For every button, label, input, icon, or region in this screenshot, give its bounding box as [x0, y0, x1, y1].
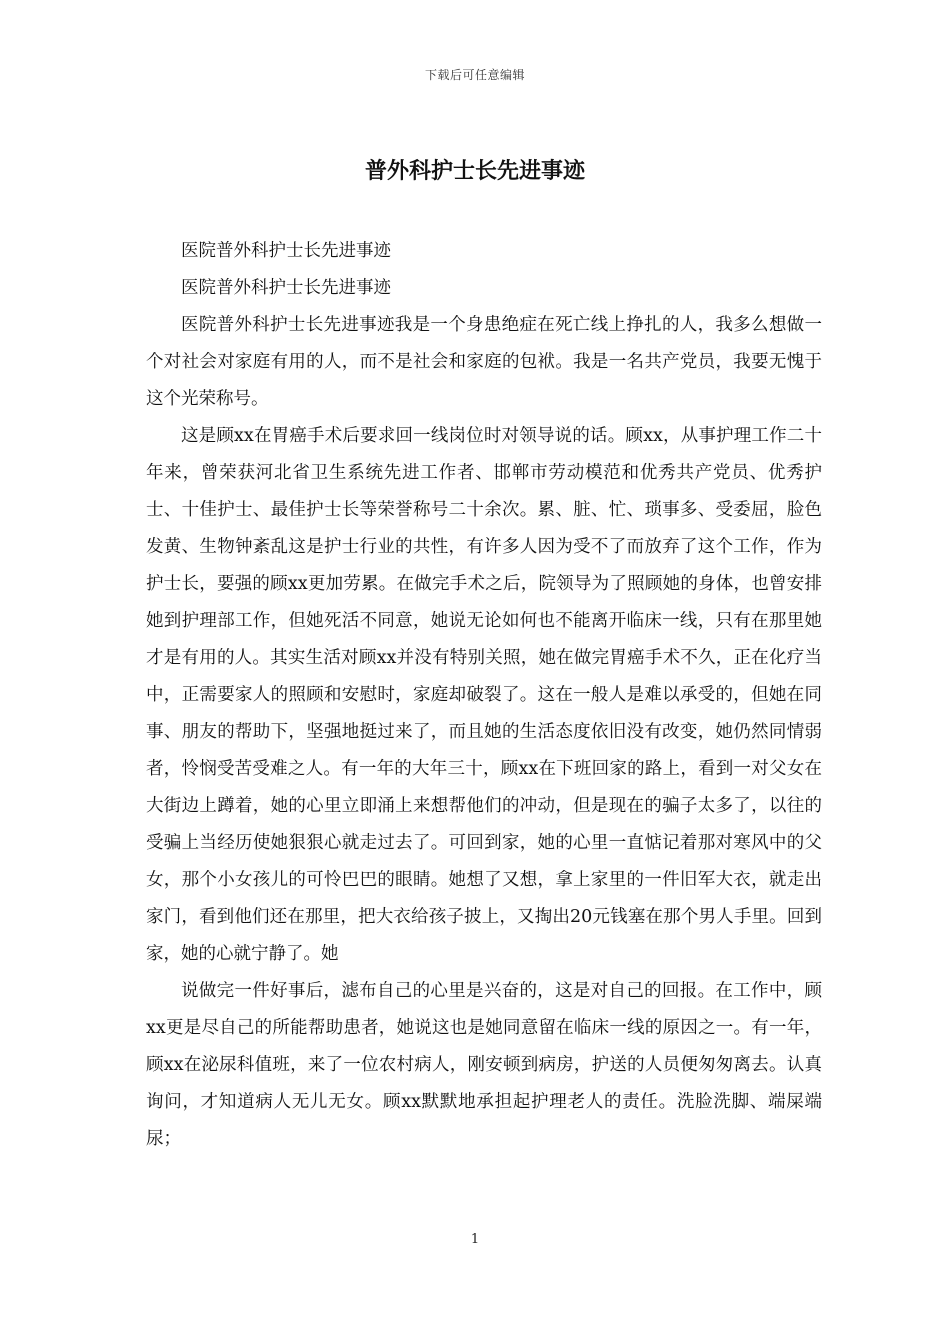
- document-title: 普外科护士长先进事迹: [364, 158, 585, 184]
- paragraph-intro: 医院普外科护士长先进事迹我是一个身患绝症在死亡线上挣扎的人，我多么想做一个对社会对家庭有用的人，而不是社会和家庭的包袱。我是一名共产党员，我要无愧于这个光荣称号。: [146, 315, 822, 409]
- page-number: 1: [470, 1232, 480, 1247]
- paragraph-continuation: 说做完一件好事后，滤布自己的心里是兴奋的，这是对自己的回报。在工作中，顾xx更是尽自己的所能帮助患者，她说这也是她同意留在临床一线的原因之一。有一年，顾xx在泌尿科值班，来了一位农村病人，刚安顿到病房，护送的人员便匆匆离去。认真询问，才知道病人无儿无女。顾xx默默地承担起护理老人的责任。洗脸洗脚、端屎端尿；: [146, 981, 822, 1149]
- document-body: [146, 233, 822, 1158]
- header-note: 下载后可任意编辑: [424, 68, 525, 82]
- paragraph-subtitle-1: 医院普外科护士长先进事迹: [181, 241, 391, 261]
- paragraph-subtitle-2: 医院普外科护士长先进事迹: [181, 278, 391, 298]
- paragraph-main: 这是顾xx在胃癌手术后要求回一线岗位时对领导说的话。顾xx，从事护理工作二十年来，曾荣获河北省卫生系统先进工作者、邯郸市劳动模范和优秀共产党员、优秀护士、十佳护士、最佳护士长等荣誉称号二十余次。累、脏、忙、琐事多、受委屈，脸色发黄、生物钟紊乱这是护士行业的共性，有许多人因为受不了而放弃了这个工作，作为护士长，要强的顾xx更加劳累。在做完手术之后，院领导为了照顾她的身体，也曾安排她到护理部工作，但她死活不同意，她说无论如何也不能离开临床一线，只有在那里她才是有用的人。其实生活对顾xx并没有特别关照，她在做完胃癌手术不久，正在化疗当中，正需要家人的照顾和安慰时，家庭却破裂了。这在一般人是难以承受的，但她在同事、朋友的帮助下，坚强地挺过来了，而且她的生活态度依旧没有改变，她仍然同情弱者，怜悯受苦受难之人。有一年的大年三十，顾xx在下班回家的路上，看到一对父女在大街边上蹲着，她的心里立即涌上来想帮他们的冲动，但是现在的骗子太多了，以往的受骗上当经历使她狠狠心就走过去了。可回到家，她的心里一直惦记着那对寒风中的父女，那个小女孩儿的可怜巴巴的眼睛。她想了又想，拿上家里的一件旧军大衣，就走出家门，看到他们还在那里，把大衣给孩子披上，又掏出20元钱塞在那个男人手里。回到家，她的心就宁静了。她: [146, 426, 822, 964]
